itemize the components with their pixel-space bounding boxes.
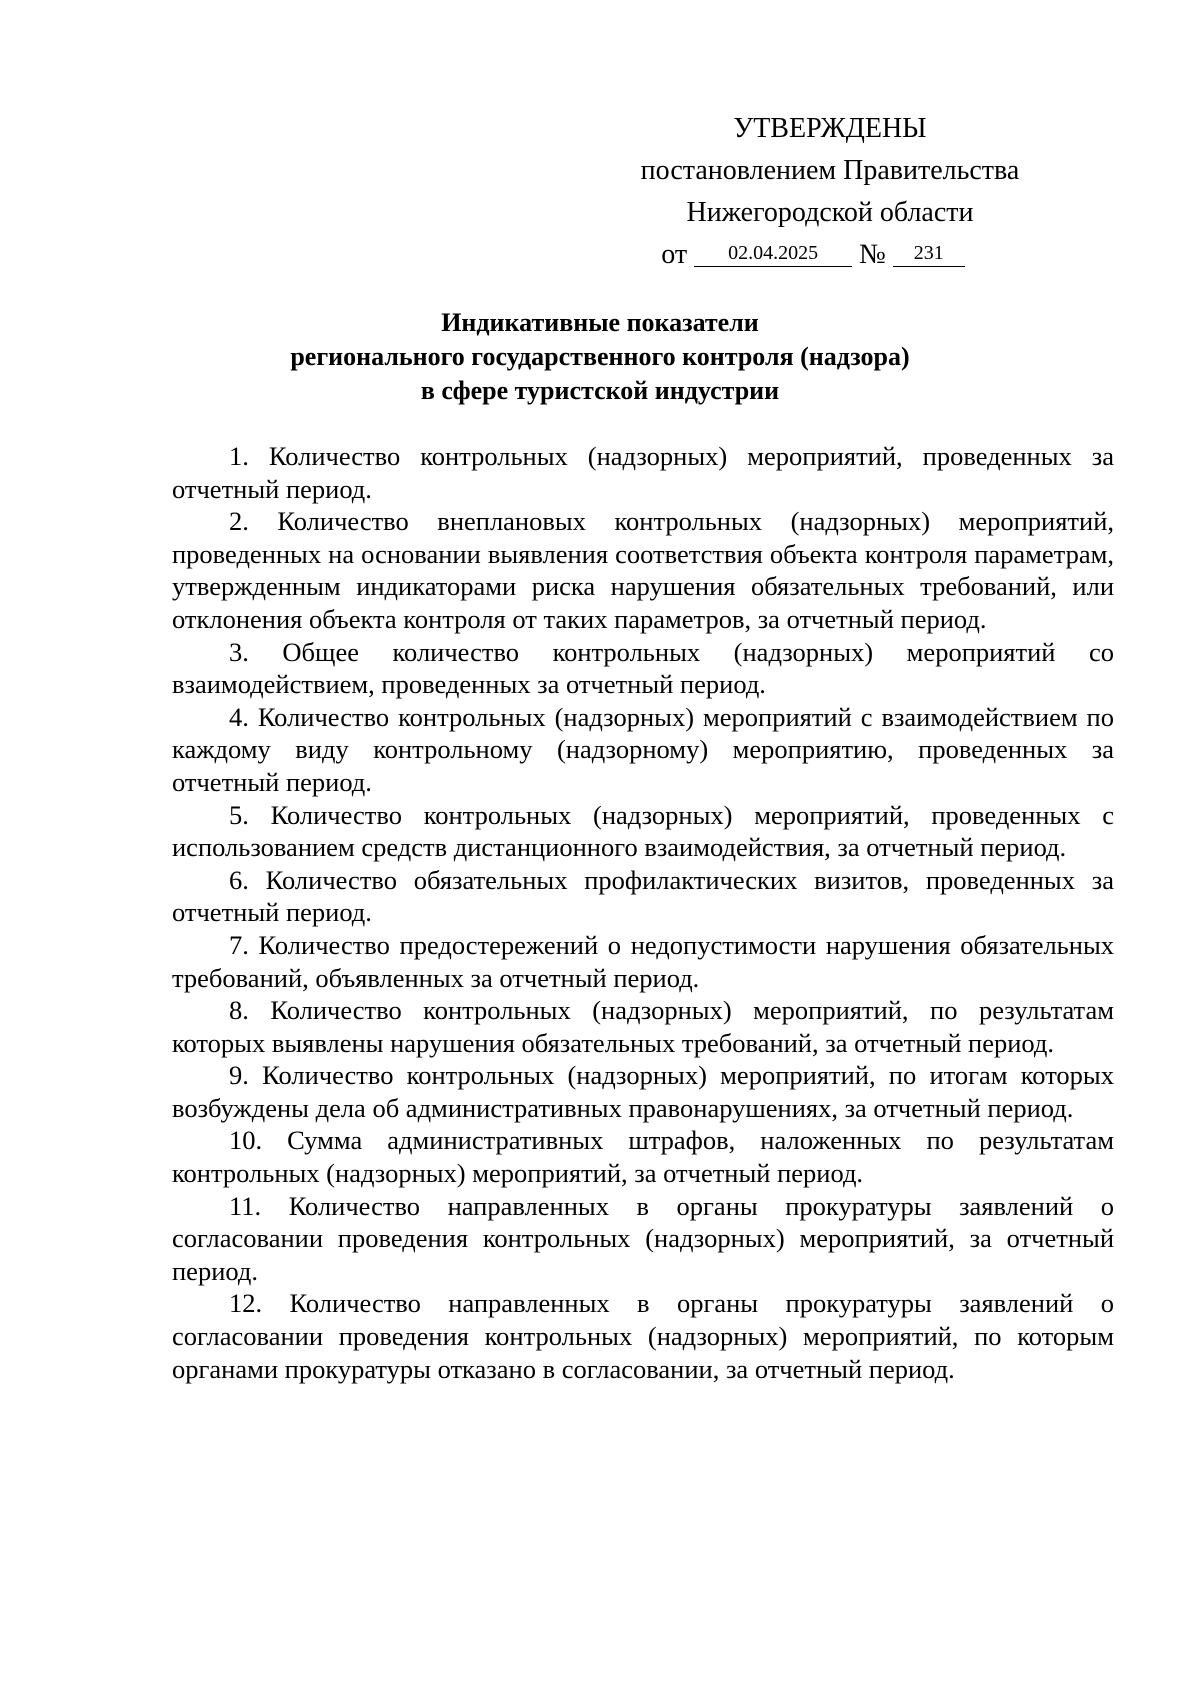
approval-number: 231	[893, 240, 965, 267]
indicator-item-11: 11. Количество направленных в органы прокуратуры заявлений о согласовании проведения контрольных (надзорных) мероприятий, за отчетный период.	[172, 1190, 1114, 1286]
approval-date-line	[566, 234, 1060, 276]
indicator-item-7: 7. Количество предостережений о недопустимости нарушения обязательных требований, объявленных за отчетный период.	[172, 929, 1114, 993]
approval-block	[600, 108, 1060, 276]
indicator-item-1: 1. Количество контрольных (надзорных) мероприятий, проведенных за отчетный период.	[172, 441, 1114, 504]
from-label: от	[661, 239, 688, 270]
indicator-item-4: 4. Количество контрольных (надзорных) мероприятий с взаимодействием по каждому виду контрольному (надзорному) мероприятию, проведенных за отчетный период.	[172, 701, 1114, 797]
indicator-item-12: 12. Количество направленных в органы прокуратуры заявлений о согласовании проведения контрольных (надзорных) мероприятий, по которым органами прокуратуры отказано в согласовании, за отчетный период.	[172, 1288, 1114, 1384]
approval-line-2: Нижегородской области	[686, 197, 974, 228]
indicator-item-5: 5. Количество контрольных (надзорных) мероприятий, проведенных с использованием средств дистанционного взаимодействия, за отчетный период.	[172, 799, 1114, 863]
title-line-1: Индикативные показатели	[441, 308, 759, 337]
indicator-item-2: 2. Количество внеплановых контрольных (надзорных) мероприятий, проведенных на основании выявления соответствия объекта контроля параметрам, утвержденным индикаторами риска нарушения обязательных требований, или отклонения объекта контроля от таких параметров, за отчетный период.	[172, 506, 1114, 634]
indicator-item-3: 3. Общее количество контрольных (надзорных) мероприятий со взаимодействием, проведенных за отчетный период.	[172, 636, 1114, 700]
indicator-list	[172, 440, 1114, 1385]
title-line-3: в сфере туристской индустрии	[420, 376, 780, 405]
indicator-item-8: 8. Количество контрольных (надзорных) мероприятий, по результатам которых выявлены нарушения обязательных требований, за отчетный период.	[172, 995, 1114, 1058]
approval-line-1: постановлением Правительства	[640, 155, 1020, 186]
indicator-item-10: 10. Сумма административных штрафов, наложенных по результатам контрольных (надзорных) мероприятий, за отчетный период.	[172, 1125, 1114, 1189]
indicator-item-6: 6. Количество обязательных профилактических визитов, проведенных за отчетный период.	[172, 864, 1114, 928]
approval-heading: УТВЕРЖДЕНЫ	[733, 113, 927, 144]
number-sign: №	[859, 239, 886, 270]
document-title	[120, 306, 1080, 408]
indicator-item-9: 9. Количество контрольных (надзорных) мероприятий, по итогам которых возбуждены дела об административных правонарушениях, за отчетный период.	[172, 1060, 1114, 1123]
approval-date: 02.04.2025	[694, 240, 852, 267]
title-line-2: регионального государственного контроля (надзора)	[290, 342, 910, 371]
